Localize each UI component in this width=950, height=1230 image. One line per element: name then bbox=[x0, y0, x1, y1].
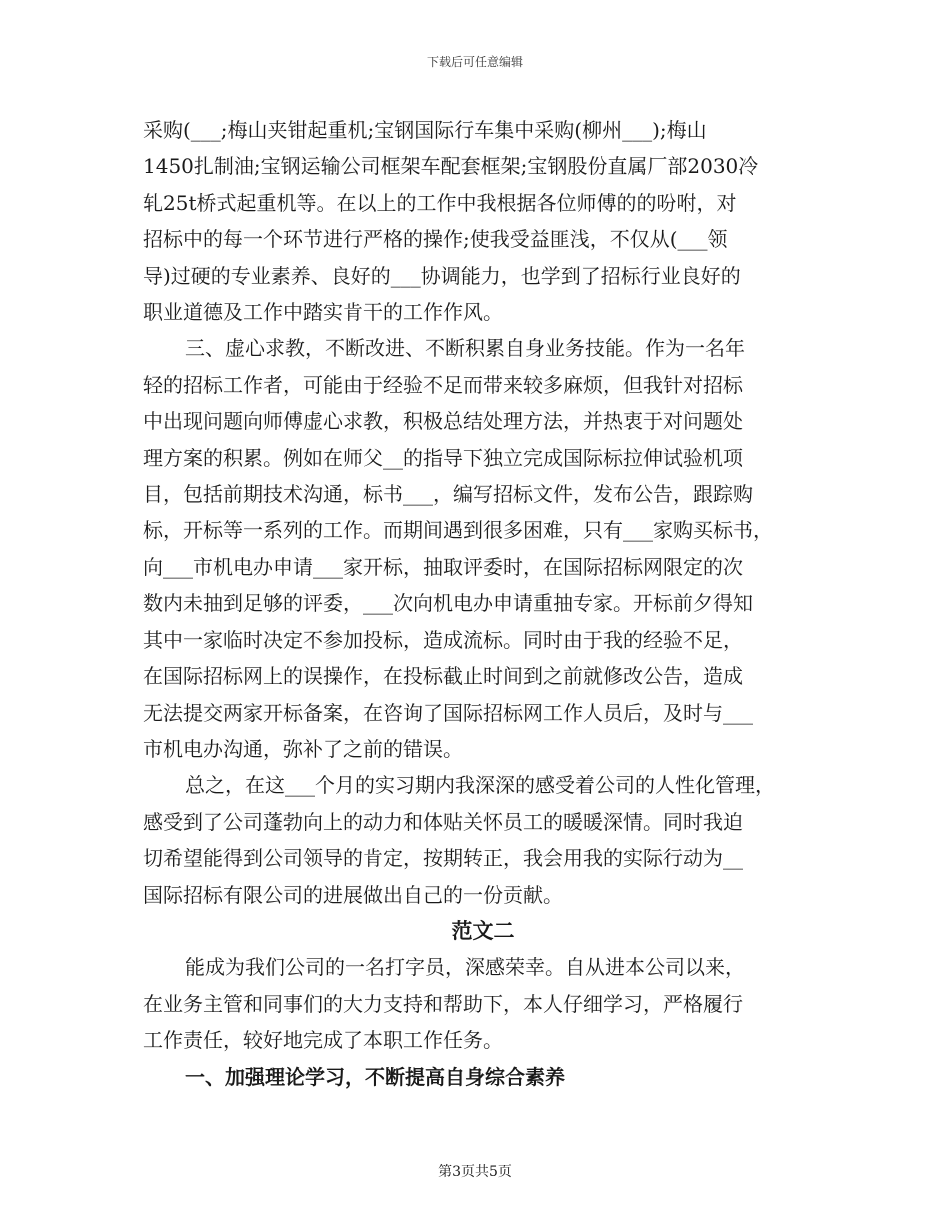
text-line: 在国际招标网上的误操作，在投标截止时间到之前就修改公告，造成 bbox=[143, 664, 743, 689]
text-line: 中出现问题向师傅虚心求教，积极总结处理方法，并热衷于对问题处 bbox=[143, 409, 743, 434]
document-body bbox=[143, 112, 823, 1095]
text-line: 在业务主管和同事们的大力支持和帮助下，本人仔细学习，严格履行 bbox=[143, 991, 743, 1016]
page-number: 第3页共5页 bbox=[438, 1164, 512, 1180]
text-line: 招标中的每一个环节进行严格的操作;使我受益匪浅，不仅从(___领 bbox=[143, 227, 728, 252]
paragraph-section-three bbox=[143, 330, 823, 767]
subheading: 一、加强理论学习，不断提高自身综合素养 bbox=[185, 1064, 565, 1089]
text-line: 工作责任，较好地完成了本职工作任务。 bbox=[143, 1028, 503, 1053]
page-header bbox=[0, 53, 950, 70]
text-line: 切希望能得到公司领导的肯定，按期转正，我会用我的实际行动为__ bbox=[143, 846, 743, 871]
text-line: 国际招标有限公司的进展做出自己的一份贡献。 bbox=[143, 882, 563, 907]
text-line: 理方案的积累。例如在师父__的指导下独立完成国际标拉伸试验机项 bbox=[143, 445, 743, 470]
text-line: 无法提交两家开标备案，在咨询了国际招标网工作人员后，及时与___ bbox=[143, 700, 753, 725]
header-text: 下载后可任意编辑 bbox=[426, 55, 523, 69]
text-line: 市机电办沟通，弥补了之前的错误。 bbox=[143, 736, 463, 761]
text-line: 三、虚心求教，不断改进、不断积累自身业务技能。作为一名年 bbox=[185, 336, 745, 361]
text-line: 导)过硬的专业素养、良好的___协调能力，也学到了招标行业良好的 bbox=[143, 263, 741, 288]
text-line: 其中一家临时决定不参加投标，造成流标。同时由于我的经验不足， bbox=[143, 627, 743, 652]
section-title: 范文二 bbox=[451, 917, 515, 943]
text-line: 标，开标等一系列的工作。而期间遇到很多困难，只有___家购买标书， bbox=[143, 518, 773, 543]
text-line: 1450扎制油;宝钢运输公司框架车配套框架;宝钢股份直属厂部2030冷 bbox=[143, 154, 759, 179]
text-line: 职业道德及工作中踏实肯干的工作作风。 bbox=[143, 300, 503, 325]
text-line: 能成为我们公司的一名打字员，深感荣幸。自从进本公司以来， bbox=[185, 955, 745, 980]
text-line: 采购(___;梅山夹钳起重机;宝钢国际行车集中采购(柳州___);梅山 bbox=[143, 118, 707, 142]
text-line: 向___市机电办申请___家开标，抽取评委时，在国际招标网限定的次 bbox=[143, 554, 743, 579]
text-line: 数内未抽到足够的评委，___次向机电办申请重抽专家。开标前夕得知 bbox=[143, 591, 753, 616]
text-line: 感受到了公司蓬勃向上的动力和体贴关怀员工的暖暖深情。同时我迫 bbox=[143, 809, 743, 834]
paragraph-intro bbox=[143, 949, 823, 1058]
paragraph-conclusion bbox=[143, 767, 823, 913]
text-line: 总之，在这___个月的实习期内我深深的感受着公司的人性化管理， bbox=[185, 773, 775, 798]
text-line: 轻的招标工作者，可能由于经验不足而带来较多麻烦，但我针对招标 bbox=[143, 372, 743, 397]
text-line: 目，包括前期技术沟通，标书___，编写招标文件，发布公告，跟踪购 bbox=[143, 482, 753, 507]
paragraph-procurement bbox=[143, 112, 823, 330]
text-line: 轧25t桥式起重机等。在以上的工作中我根据各位师傅的的吩咐，对 bbox=[143, 190, 737, 215]
page-footer bbox=[0, 1161, 950, 1181]
